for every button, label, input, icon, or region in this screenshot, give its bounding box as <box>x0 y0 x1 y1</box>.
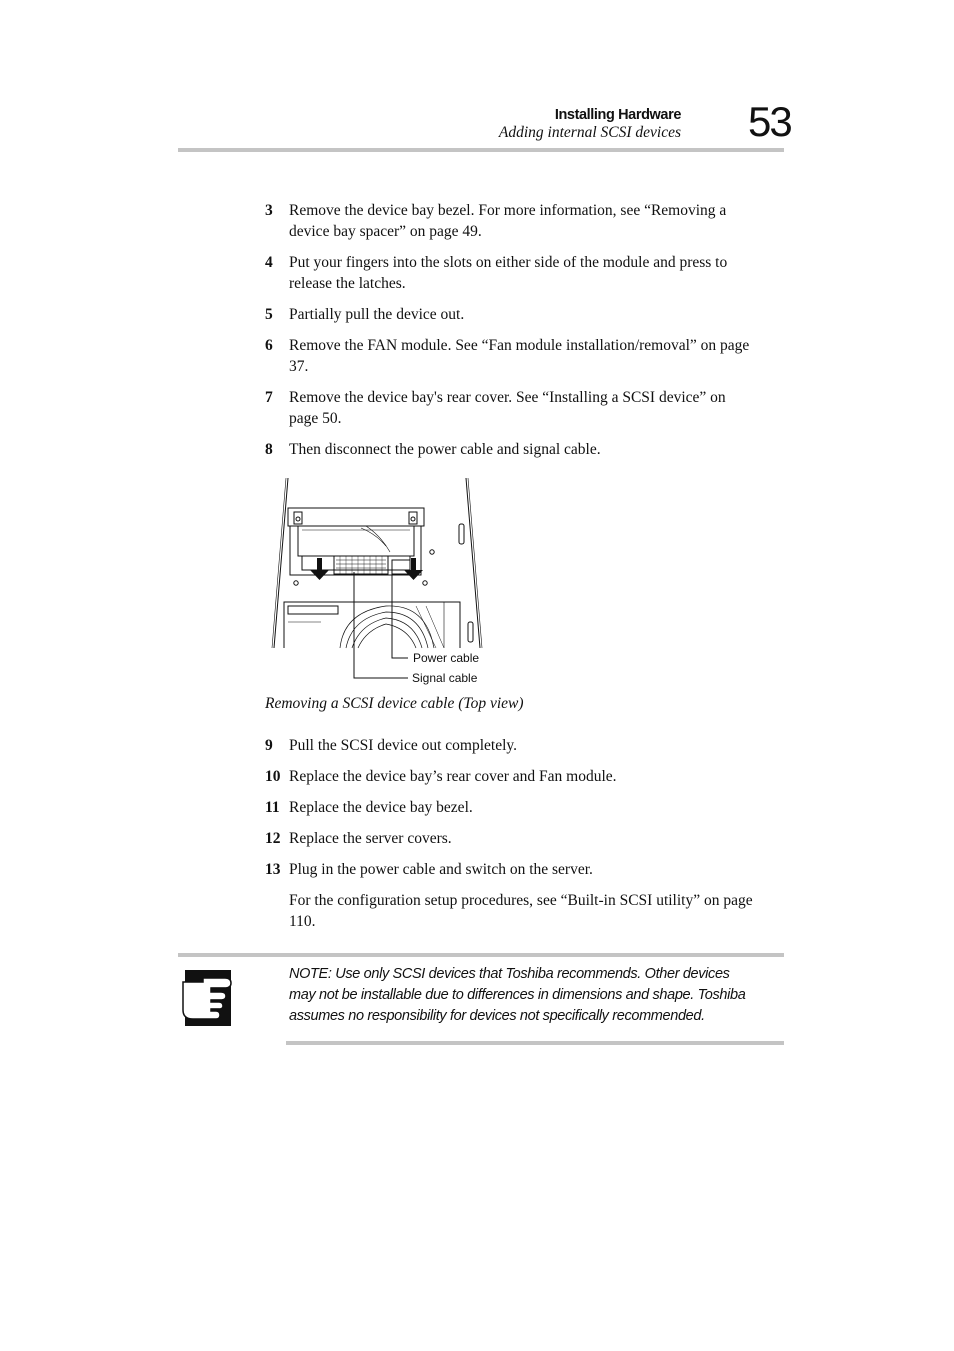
note-rule-top <box>178 953 784 957</box>
step-text: Plug in the power cable and switch on the server. <box>289 861 593 878</box>
step-number: 3 <box>265 202 273 219</box>
step-number: 4 <box>265 254 273 271</box>
step-text: Then disconnect the power cable and signal cable. <box>289 441 601 458</box>
step-item <box>265 335 755 377</box>
step-text: Replace the device bay’s rear cover and Fan module. <box>289 768 617 785</box>
note-rule-bottom <box>286 1041 784 1045</box>
section-title: Adding internal SCSI devices <box>498 124 681 141</box>
step-item <box>265 797 755 818</box>
step-number: 13 <box>265 861 281 878</box>
step-text: Remove the FAN module. See “Fan module installation/removal” on page 37. <box>289 337 750 375</box>
step-number: 9 <box>265 737 273 754</box>
step-item <box>265 859 755 880</box>
steps-list-a <box>265 200 755 470</box>
power-cable-label: Power cable <box>413 651 480 665</box>
step-number: 5 <box>265 306 273 323</box>
step-number: 8 <box>265 441 273 458</box>
step-number: 12 <box>265 830 281 847</box>
signal-cable-label: Signal cable <box>412 671 478 685</box>
step-item <box>265 304 755 325</box>
step-item <box>265 387 755 429</box>
running-header <box>499 106 681 142</box>
followup-paragraph <box>265 890 755 932</box>
header-rule <box>178 148 784 152</box>
pointing-hand-icon <box>181 968 233 1028</box>
chapter-title: Installing Hardware <box>554 107 681 123</box>
step-number: 7 <box>265 389 273 406</box>
note-text: NOTE: Use only SCSI devices that Toshiba recommends. Other devices may not be installable due to differences in dimensions and shape. Toshiba assumes no responsibility for devices not specifically recommended. <box>289 966 746 1024</box>
step-text: Remove the device bay bezel. For more information, see “Removing a device bay spacer” on page 49. <box>289 202 727 240</box>
step-item <box>265 828 755 849</box>
step-text: Partially pull the device out. <box>289 306 465 323</box>
step-number: 11 <box>265 799 280 816</box>
step-text: Remove the device bay's rear cover. See “Installing a SCSI device” on page 50. <box>289 389 726 427</box>
scsi-cable-illustration <box>266 472 496 690</box>
page-number: 53 <box>748 98 791 145</box>
step-item <box>265 439 755 460</box>
step-item <box>265 252 755 294</box>
step-text: Replace the device bay bezel. <box>289 799 473 816</box>
step-text: Put your fingers into the slots on either side of the module and press to release the latches. <box>289 254 728 292</box>
step-item <box>265 766 755 787</box>
step-item <box>265 200 755 242</box>
followup-text: For the configuration setup procedures, see “Built-in SCSI utility” on page 110. <box>289 892 753 930</box>
steps-list-b <box>265 735 755 942</box>
figure-caption: Removing a SCSI device cable (Top view) <box>265 695 524 712</box>
step-text: Replace the server covers. <box>289 830 452 847</box>
step-number: 6 <box>265 337 273 354</box>
step-number: 10 <box>265 768 281 785</box>
step-item <box>265 735 755 756</box>
step-text: Pull the SCSI device out completely. <box>289 737 518 754</box>
